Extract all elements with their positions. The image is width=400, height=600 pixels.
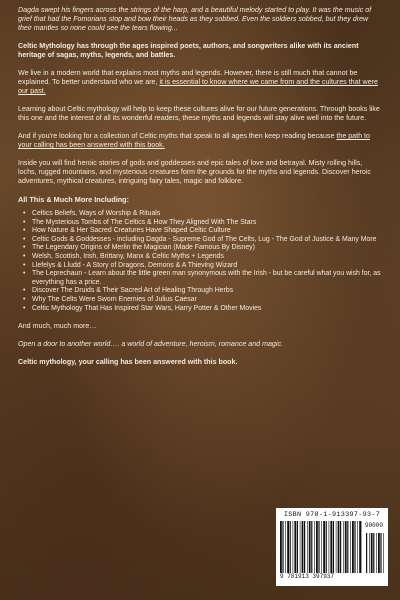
list-item: • Discover The Druids & Their Sacred Art of Healing Through Herbs — [32, 287, 382, 296]
list-item: • Welsh, Scottish, Irish, Brittany, Manx & Celtic Myths + Legends — [32, 253, 382, 262]
essential-underline: it is essential to know where we came from and the cultures that were our past. — [18, 78, 378, 95]
isbn-barcode — [276, 508, 388, 586]
list-item: • Why The Celts Were Sworn Enemies of Julius Caesar — [32, 296, 382, 305]
addon-bars — [366, 533, 384, 573]
list-item: • Celtic Gods & Goddesses - including Dagda - Supreme God of The Celts, Lug - The God of Justice & Many More — [32, 236, 382, 245]
price-addon: 90000 — [364, 522, 383, 529]
inside-paragraph: Inside you will find heroic stories of gods and goddesses and epic tales of love and betrayal. Misty rolling hills, lochs, rugged mountains, and mysterious creatures form the grounds for the myths and legends. Discover heroic adventures, mythical creatures, intriguing fairy tales, magic and folklore. — [18, 159, 371, 185]
modern-world-paragraph — [18, 69, 382, 96]
keep-reading-text: And if you're looking for a collection of Celtic myths that speak to all ages then keep reading because — [18, 132, 337, 140]
list-item: • The Leprechaun - Learn about the little green man synonymous with the Irish - but be careful what you wish for, as everything has a price. — [32, 270, 382, 287]
barcode-number: 9 781913 397937 — [280, 573, 335, 580]
much-more-text: And much, much more… — [18, 322, 97, 331]
list-item: • Celtics Beliefs, Ways of Worship & Rituals — [32, 210, 382, 219]
list-item: • The Legendary Origins of Merlin the Magician (Made Famous By Disney) — [32, 244, 382, 253]
list-item: • Celtic Mythology That Has Inspired Star Wars, Harry Potter & Other Movies — [32, 305, 382, 314]
closing-statement: Celtic mythology, your calling has been answered with this book. — [18, 358, 238, 367]
learning-paragraph: Learning about Celtic mythology will help to keep these cultures alive for our future generations. Through books like this one and the interest of all its wonderful readers, these myths and legends will stay alive well into the future. — [18, 105, 380, 122]
list-heading: All This & Much More Including: — [18, 195, 130, 204]
barcode-bars — [280, 521, 362, 573]
feature-list — [18, 210, 382, 313]
modern-world-text: We live in a modern world that explains most myths and legends. However, there is still much that cannot be explained. To better understand who we are, — [18, 69, 358, 86]
intro-quote: Dagda swept his fingers across the strings of the harp, and a beautiful melody started to play. It was the music of grief that had the Fomorians stop and bow their heads as they sobbed. Even the soldiers sobbed, but they drew their mantles so none could see the tears flowing... — [18, 6, 372, 32]
list-item: • The Mysterious Tombs of The Celtics & How They Aligned With The Stars — [32, 219, 382, 228]
tagline-paragraph: Celtic Mythology has through the ages inspired poets, authors, and songwriters alike with its ancient heritage of sagas, myths, legends, and battles. — [18, 42, 359, 59]
open-door-text: Open a door to another world…. a world of adventure, heroism, romance and magic. — [18, 340, 283, 349]
list-item: • How Nature & Her Sacred Creatures Have Shaped Celtic Culture — [32, 227, 382, 236]
isbn-label: ISBN 978-1-913397-93-7 — [283, 511, 381, 519]
list-item: • Llefelys & Lludd - A Story of Dragons, Demons & A Thieving Wizard — [32, 262, 382, 271]
keep-reading-paragraph — [18, 132, 382, 150]
calling-underline: the path to your calling has been answered with this book. — [18, 132, 370, 149]
